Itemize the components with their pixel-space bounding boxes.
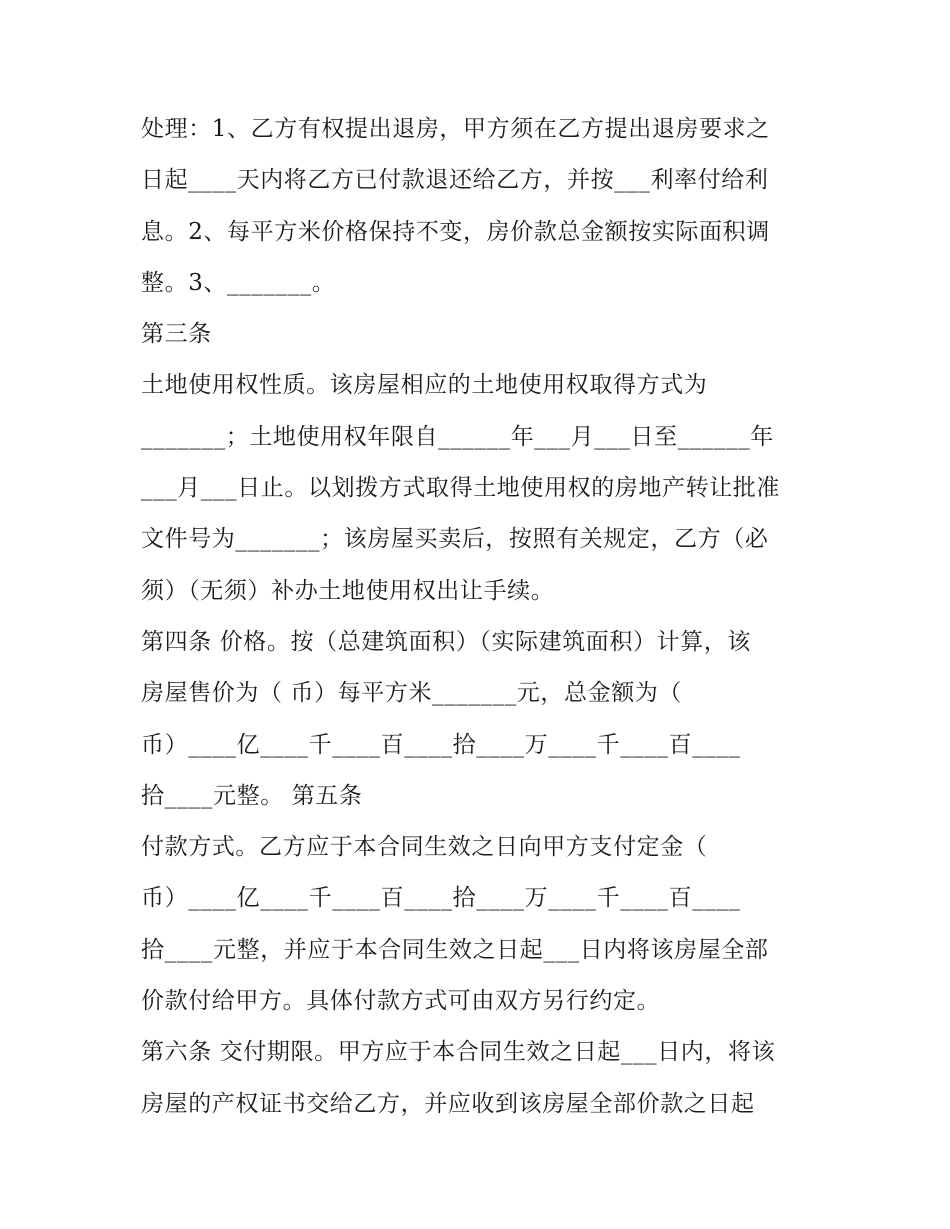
- text-line-4: 整。3、_______。: [141, 269, 336, 296]
- text-line-16: 币）____亿____千____百____拾____万____千____百____: [141, 885, 741, 912]
- text-line-15: 付款方式。乙方应于本合同生效之日向甲方支付定金（: [141, 834, 708, 861]
- text-line-12: 房屋售价为（ 币）每平方米_______元，总金额为（: [141, 680, 683, 707]
- text-line-17: 拾____元整，并应于本合同生效之日起___日内将该房屋全部: [141, 936, 769, 963]
- text-line-9: 文件号为_______；该房屋买卖后，按照有关规定，乙方（必: [141, 526, 769, 553]
- text-line-18: 价款付给甲方。具体付款方式可由双方另行约定。: [141, 988, 661, 1015]
- text-line-20: 房屋的产权证书交给乙方，并应收到该房屋全部价款之日起: [141, 1090, 755, 1117]
- article-4-line: 第四条 价格。按（总建筑面积）（实际建筑面积）计算，该: [141, 628, 752, 655]
- article-6-line: 第六条 交付期限。甲方应于本合同生效之日起___日内，将该: [141, 1039, 776, 1066]
- text-line-3: 息。2、每平方米价格保持不变，房价款总金额按实际面积调: [141, 218, 770, 245]
- text-line-10: 须）（无须）补办土地使用权出让手续。: [141, 577, 555, 604]
- article-3-heading: 第三条: [141, 321, 212, 348]
- text-line-1: 处理：1、乙方有权提出退房，甲方须在乙方提出退房要求之: [141, 116, 770, 142]
- document-body: [141, 104, 821, 1130]
- text-line-13: 币）____亿____千____百____拾____万____千____百____: [141, 731, 741, 758]
- text-line-8: ___月___日止。以划拨方式取得土地使用权的房地产转让批准: [141, 475, 780, 502]
- text-line-2: 日起____天内将乙方已付款退还给乙方，并按___利率付给利: [141, 167, 769, 194]
- text-line-6: 土地使用权性质。该房屋相应的土地使用权取得方式为: [141, 372, 708, 399]
- text-line-7: _______；土地使用权年限自______年___月___日至______年: [141, 423, 774, 450]
- text-line-14: 拾____元整。 第五条: [141, 782, 363, 809]
